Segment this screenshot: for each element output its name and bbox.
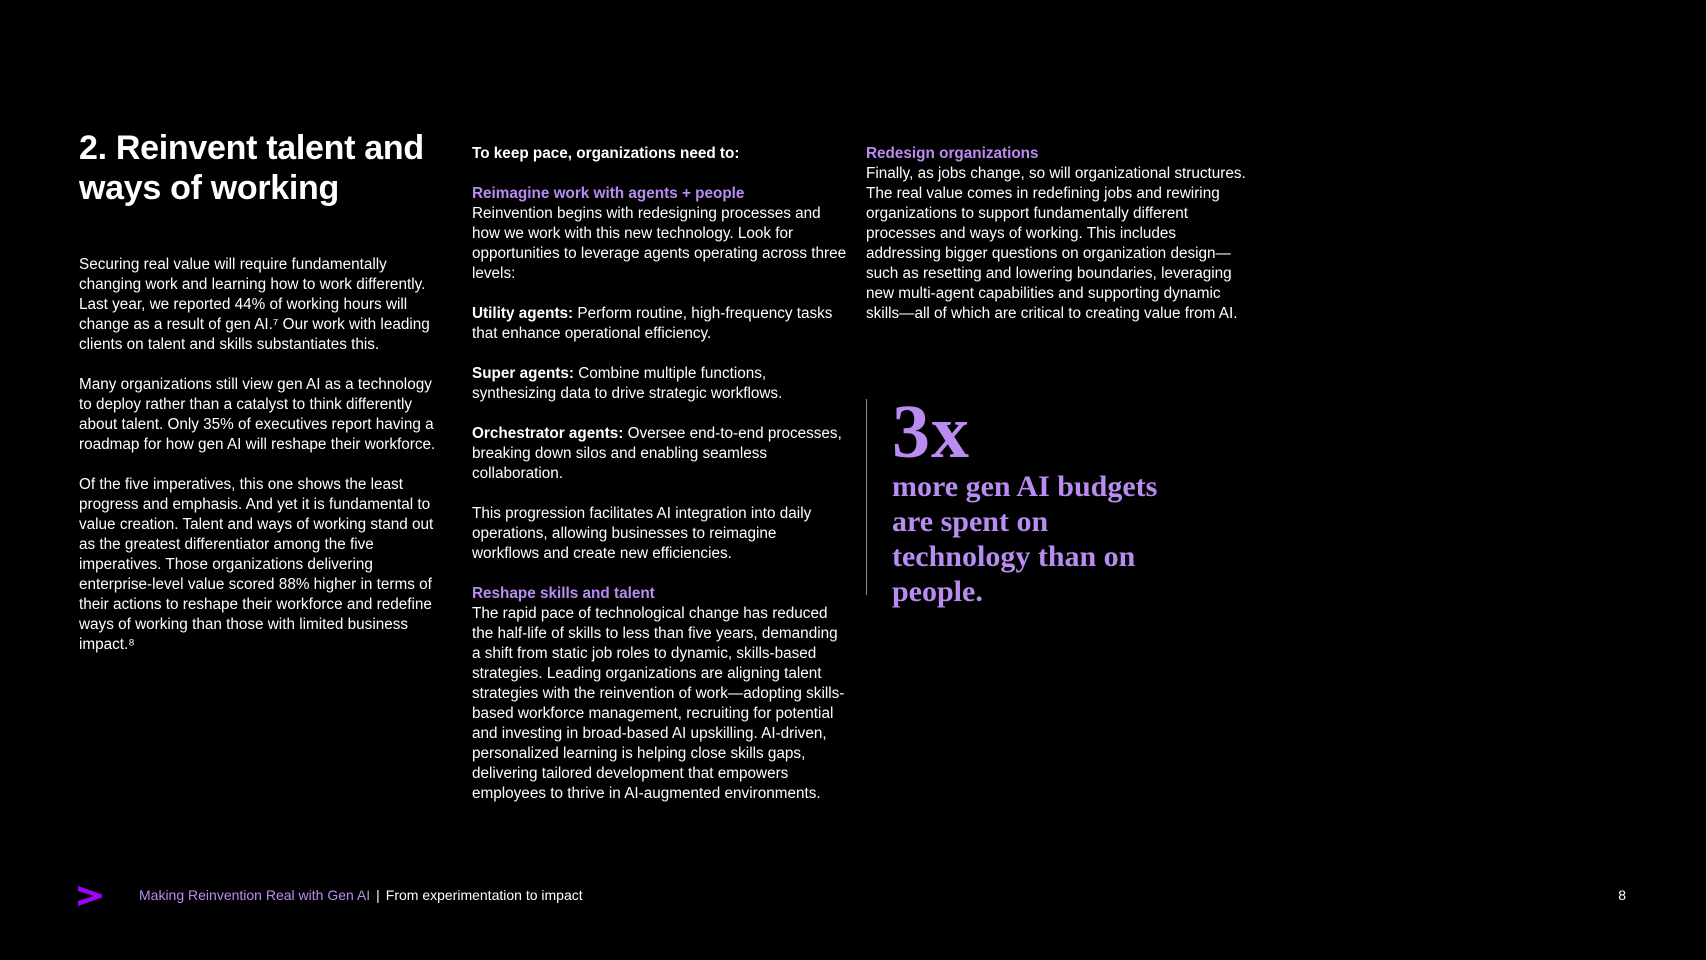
footer-title: Making Reinvention Real with Gen AI — [139, 887, 371, 903]
agent-item-utility — [472, 304, 847, 344]
agent-text: Perform routine, high-frequency tasks that enhance operational efficiency. — [472, 305, 833, 342]
greater-than-chevron-logo-icon — [77, 885, 103, 907]
redesign-heading: Redesign organizations — [866, 145, 1039, 162]
left-column — [79, 128, 444, 655]
stat-callout — [866, 390, 1186, 608]
keep-pace-lead: To keep pace, organizations need to: — [472, 145, 740, 162]
agent-item-orchestrator — [472, 424, 847, 484]
agent-label: Super agents: — [472, 365, 574, 382]
footer-separator: | — [376, 887, 380, 903]
middle-column — [472, 144, 847, 804]
reimagine-text: Reinvention begins with redesigning processes and how we work with this new technology. Look for opportunities to leverage agents operating across three levels: — [472, 205, 847, 282]
reshape-text: The rapid pace of technological change has reduced the half-life of skills to less than five years, demanding a shift from static job roles to dynamic, skills-based strategies. Leading organizations are aligning talent strategies with the reinvention of work—adopting skills-based workforce management, recruiting for potential and investing in broad-based AI upskilling. AI-driven, personalized learning is helping close skills gaps, delivering tailored development that empowers employees to thrive in AI-augmented environments. — [472, 605, 845, 802]
stat-text: more gen AI budgets are spent on technology than on people. — [892, 470, 1158, 608]
progression-text: This progression facilitates AI integration into daily operations, allowing businesses to reimagine workflows and create new efficiencies. — [472, 505, 812, 562]
agent-label: Utility agents: — [472, 305, 574, 322]
footer — [0, 880, 1706, 910]
page-number: 8 — [1618, 887, 1626, 903]
agent-text: Oversee end-to-end processes, breaking down silos and enabling seamless collaboration. — [472, 425, 842, 482]
agent-item-super — [472, 364, 847, 404]
stat-value: 3x — [892, 390, 970, 474]
agent-text: Combine multiple functions, synthesizing data to drive strategic workflows. — [472, 365, 783, 402]
footer-subtitle: From experimentation to impact — [385, 887, 583, 903]
section-title: 2. Reinvent talent and ways of working — [79, 129, 424, 207]
agent-label: Orchestrator agents: — [472, 425, 624, 442]
imperatives-paragraph: Of the five imperatives, this one shows the least progress and emphasis. And yet it is fundamental to value creation. Talent and ways of working stand out as the greatest differentiator among the five imperatives. Those organizations delivering enterprise-level value scored 88% higher in terms of their actions to reshape their workforce and redefine ways of working than those with limited business impact.⁸ — [79, 476, 434, 653]
reshape-heading: Reshape skills and talent — [472, 585, 655, 602]
reimagine-heading: Reimagine work with agents + people — [472, 185, 745, 202]
intro-paragraph: Securing real value will require fundamentally changing work and learning how to work differently. Last year, we reported 44% of working hours will change as a result of gen AI.⁷ Our work with leading clients on talent and skills substantiates this. — [79, 256, 430, 353]
roadmap-paragraph: Many organizations still view gen AI as a technology to deploy rather than a catalyst to think differently about talent. Only 35% of executives report having a roadmap for how gen AI will reshape their workforce. — [79, 376, 436, 453]
redesign-text: Finally, as jobs change, so will organizational structures. The real value comes in redefining jobs and rewiring organizations to support fundamentally different processes and ways of working. This includes addressing bigger questions on organization design—such as resetting and lowering boundaries, leveraging new multi-agent capabilities and supporting dynamic skills—all of which are critical to creating value from AI. — [866, 165, 1246, 322]
footer-text — [139, 887, 583, 903]
right-column — [866, 144, 1246, 324]
